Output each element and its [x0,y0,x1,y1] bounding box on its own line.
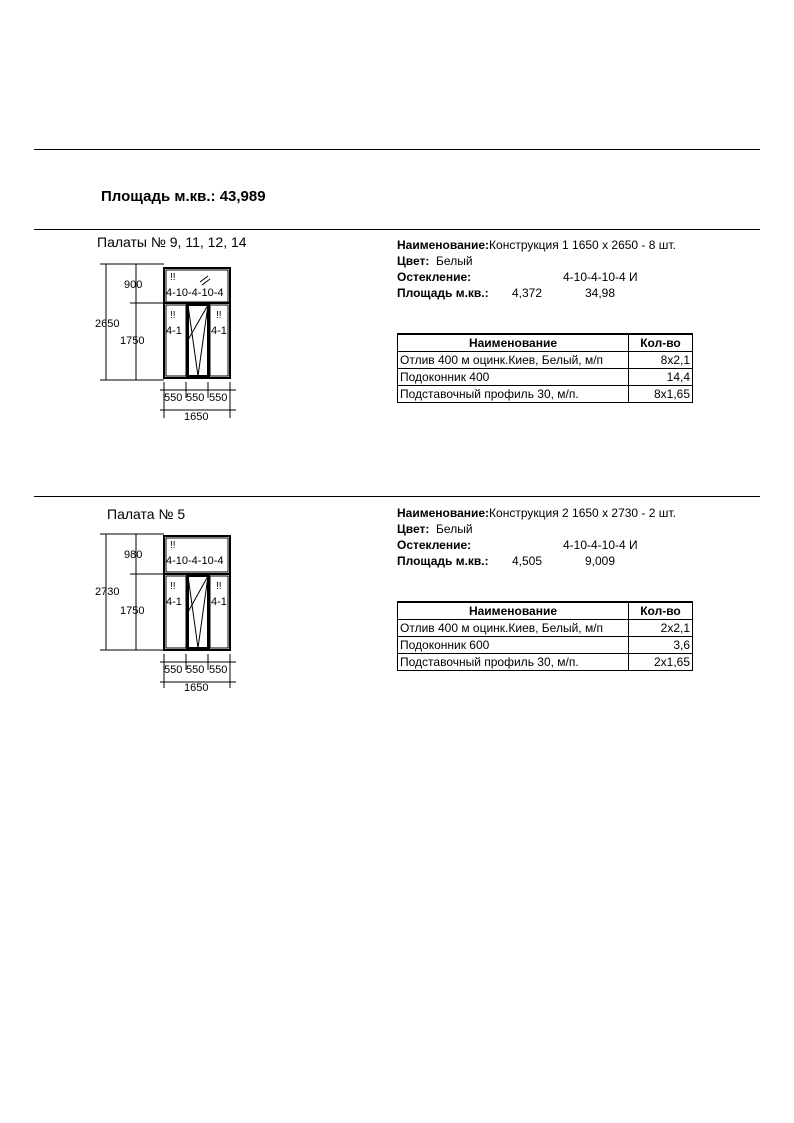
bottom-height-label: 1750 [120,335,145,347]
leaf-glass-label: 4-1 [211,325,227,337]
row-qty: 8x2,1 [629,352,693,369]
top-height-label: 900 [124,279,143,291]
leaf-mark: !! [170,310,176,321]
transom-glass-label: 4-10-4-10-4 [166,287,224,299]
table-row [398,369,693,386]
total-area [101,188,266,205]
row-qty: 2x2,1 [629,620,693,637]
header-qty: Кол-во [629,602,693,620]
separator-line [34,149,760,150]
color-label: Цвет: [397,522,430,536]
row-name: Подставочный профиль 30, м/п. [398,654,629,671]
area-label: Площадь м.кв.: [397,286,489,300]
name-label: Наименование: [397,238,490,252]
color-value: Белый [436,522,473,536]
name-value: Конструкция 1 1650 x 2650 - 8 шт. [489,238,676,252]
row-name: Отлив 400 м оцинк.Киев, Белый, м/п [398,620,629,637]
overall-width-label: 1650 [184,411,209,423]
table-row [398,352,693,369]
transom-mark: !! [170,272,176,283]
width-label: 550 [186,392,205,404]
transom-glass-label: 4-10-4-10-4 [166,555,224,567]
area-label: Площадь м.кв.: [397,554,489,568]
area-total: 9,009 [585,554,616,568]
width-label: 550 [209,392,228,404]
glazing-label: Остекление: [397,538,472,552]
glazing-value: 4-10-4-10-4 И [563,538,638,552]
leaf-mark: !! [170,581,176,592]
row-qty: 8x1,65 [629,386,693,403]
leaf-mark: !! [216,581,222,592]
name-label: Наименование: [397,506,490,520]
header-qty: Кол-во [629,334,693,352]
total-area-value: 43,989 [219,188,266,205]
construction-info [397,505,676,569]
table-header [398,602,693,620]
bottom-height-label: 1750 [120,605,145,617]
table-row [398,654,693,671]
top-height-label: 980 [124,549,143,561]
overall-height-label: 2650 [95,318,120,330]
color-label: Цвет: [397,254,430,268]
color-value: Белый [436,254,473,268]
row-name: Подставочный профиль 30, м/п. [398,386,629,403]
glazing-label: Остекление: [397,270,472,284]
specification-table [397,601,693,671]
transom-mark: !! [170,540,176,551]
row-name: Отлив 400 м оцинк.Киев, Белый, м/п [398,352,629,369]
row-qty: 3,6 [629,637,693,654]
window-drawing [90,528,250,694]
leaf-mark: !! [216,310,222,321]
room-title: Палата № 5 [107,506,186,522]
width-label: 550 [164,392,183,404]
table-header [398,334,693,352]
glazing-value: 4-10-4-10-4 И [563,270,638,284]
header-name: Наименование [398,334,629,352]
room-title: Палаты № 9, 11, 12, 14 [97,234,247,250]
table-row [398,637,693,654]
separator-line [34,229,760,230]
header-name: Наименование [398,602,629,620]
separator-line [34,496,760,497]
row-qty: 2x1,65 [629,654,693,671]
overall-height-label: 2730 [95,586,120,598]
area-value: 4,372 [512,286,543,300]
window-drawing [90,258,250,424]
leaf-glass-label: 4-1 [166,596,182,608]
area-total: 34,98 [585,286,616,300]
overall-width-label: 1650 [184,682,209,694]
row-name: Подоконник 400 [398,369,629,386]
row-qty: 14,4 [629,369,693,386]
width-label: 550 [186,664,205,676]
specification-table [397,333,693,403]
leaf-glass-label: 4-1 [166,325,182,337]
row-name: Подоконник 600 [398,637,629,654]
width-label: 550 [209,664,228,676]
total-area-label: Площадь м.кв.: [101,188,216,205]
width-label: 550 [164,664,183,676]
name-value: Конструкция 2 1650 x 2730 - 2 шт. [489,506,676,520]
table-row [398,386,693,403]
leaf-glass-label: 4-1 [211,596,227,608]
construction-info [397,237,676,301]
area-value: 4,505 [512,554,543,568]
table-row [398,620,693,637]
